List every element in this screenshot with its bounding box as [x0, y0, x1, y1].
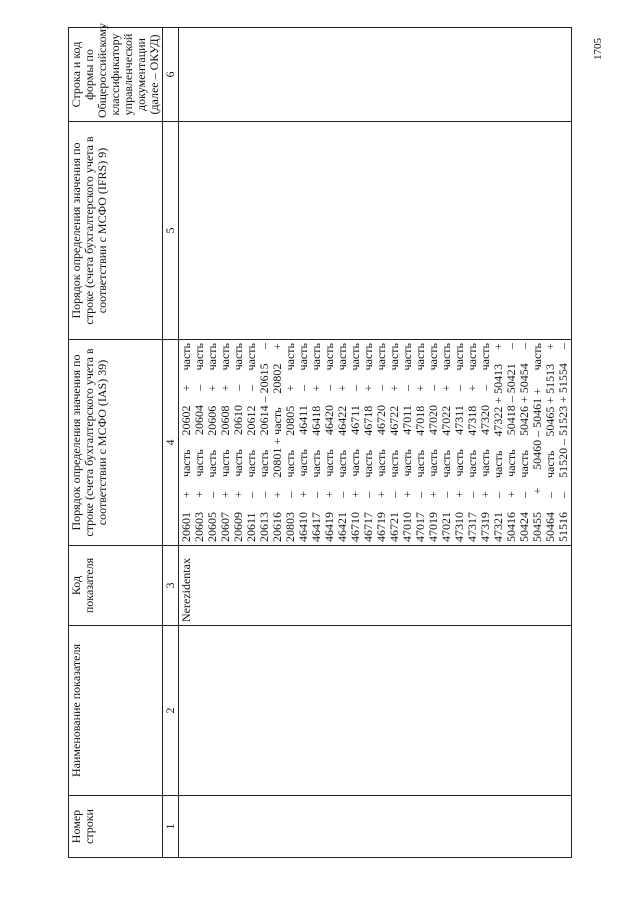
formula-token: –	[517, 343, 531, 349]
formula-token: часть	[465, 343, 479, 371]
formula-token: часть	[205, 343, 219, 371]
formula-token: +	[179, 491, 193, 498]
formula-token: 20611	[244, 512, 258, 542]
okud-cell	[179, 28, 572, 122]
formula-token: +	[296, 490, 310, 498]
formula-token: +	[270, 343, 284, 350]
formula-token: часть	[543, 450, 557, 478]
formula-token: часть	[296, 449, 310, 477]
formula-token: часть	[361, 450, 375, 478]
column-number: 2	[163, 626, 179, 796]
formula-token: +	[413, 384, 427, 392]
formula-token: 47311	[452, 405, 466, 435]
formula-token: 20612	[244, 405, 258, 436]
formula-token: часть	[218, 449, 232, 477]
formula-token: часть	[192, 449, 206, 477]
header-line-number: Номер строки	[69, 796, 163, 858]
header-ifrs9-method: Порядок определения значения по строке (счета бухгалтерского учета в соответствии с МСФО (IFRS) 9)	[69, 122, 163, 340]
formula-token: часть	[387, 343, 401, 371]
formula-token: часть	[322, 449, 336, 477]
formula-token: +	[543, 343, 557, 350]
formula-token: часть	[517, 450, 531, 478]
formula-token: часть	[413, 450, 427, 478]
header-okud: Строка и код формы по Общероссийскому классификатору управленческой документации (далее – ОКУД)	[69, 28, 163, 122]
formula-token: 50424	[517, 512, 531, 542]
formula-token: 46721	[387, 512, 401, 542]
formula-token: часть	[192, 343, 206, 371]
formula-token: +	[426, 490, 440, 498]
formula-token: 46422	[335, 405, 349, 436]
formula-token: часть	[309, 343, 323, 371]
formula-token: 46720	[374, 404, 388, 435]
formula-token: часть	[478, 449, 492, 477]
column-number: 4	[163, 340, 179, 546]
formula-token: –	[257, 491, 271, 498]
formula-token: 47010	[400, 512, 414, 542]
formula-token: +	[218, 491, 232, 498]
formula-token: 47022	[439, 405, 453, 436]
formula-token: часть	[374, 343, 388, 371]
formula-token: +	[348, 490, 362, 498]
formula-token: 46421	[335, 512, 349, 542]
column-number-row	[163, 28, 179, 858]
formula-token: –	[244, 384, 258, 391]
formula-token: часть	[400, 449, 414, 477]
formula-line	[557, 343, 570, 542]
formula-token: часть	[205, 450, 219, 478]
formula-token: 47318	[465, 405, 479, 436]
formula-token: –	[387, 491, 401, 498]
formula-token: +	[491, 343, 505, 350]
formula-token: 46718	[361, 405, 375, 436]
formula-token: часть	[491, 450, 505, 478]
formula-token: часть	[244, 450, 258, 478]
formula-token: часть	[478, 343, 492, 371]
formula-token: –	[348, 384, 362, 391]
formula-token: +	[361, 384, 375, 392]
formula-token: –	[192, 384, 206, 391]
header-indicator-name: Наименование показателя	[69, 626, 163, 796]
formula-token: –	[439, 491, 453, 498]
column-number: 1	[163, 796, 179, 858]
formula-token: +	[478, 490, 492, 498]
formula-token: 47020	[426, 404, 440, 435]
formula-token: 50418 – 50421	[504, 363, 518, 436]
formula-token: часть	[413, 343, 427, 371]
formula-token: 20603	[192, 512, 206, 542]
formula-token: 46710	[348, 512, 362, 542]
formula-token: +	[504, 491, 518, 498]
formula-token: 47321	[491, 512, 505, 542]
formula-token: часть	[400, 343, 414, 371]
formula-token: 46410	[296, 512, 310, 542]
formula-token: 47320	[478, 404, 492, 435]
column-number: 3	[163, 546, 179, 626]
formula-token: –	[504, 343, 518, 349]
formula-token: часть	[348, 449, 362, 477]
formula-token: 47319	[478, 512, 492, 542]
formula-token: –	[309, 491, 323, 498]
formula-token: +	[192, 490, 206, 498]
formula-token: 47322 + 50413	[491, 363, 505, 437]
formula-token: 20802	[270, 363, 284, 394]
formula-token: 46419	[322, 512, 336, 542]
formula-token: 20803	[283, 512, 297, 542]
line-number-cell	[179, 796, 572, 858]
formula-token: 20605	[205, 512, 219, 542]
formula-token: –	[413, 491, 427, 498]
formula-token: часть	[179, 449, 193, 477]
formula-token: 46420	[322, 404, 336, 435]
formula-token: часть	[387, 450, 401, 478]
formula-token: –	[478, 384, 492, 391]
formula-token: 47017	[413, 512, 427, 542]
formula-token: 20616	[270, 512, 284, 542]
formula-token: часть	[465, 450, 479, 478]
formula-token: +	[374, 490, 388, 498]
formula-token: 46418	[309, 405, 323, 436]
formula-token: часть	[283, 450, 297, 478]
formula-token: +	[309, 384, 323, 392]
formula-token: –	[543, 492, 557, 498]
formula-token: –	[400, 384, 414, 391]
formula-token: часть	[504, 449, 518, 477]
indicator-name-cell	[179, 626, 572, 796]
formula-token: часть	[452, 449, 466, 477]
formula-token: –	[322, 384, 336, 391]
formula-token: –	[244, 491, 258, 498]
formula-token: –	[374, 384, 388, 391]
formula-token: часть	[322, 343, 336, 371]
formula-token: часть	[426, 449, 440, 477]
table-row	[179, 28, 572, 858]
formula-token: часть	[439, 343, 453, 371]
indicator-code-cell: Nerezidentax	[179, 546, 572, 626]
formula-token: 50416	[504, 512, 518, 542]
formula-token: часть	[361, 343, 375, 371]
formula-token: часть	[179, 343, 193, 371]
formula-token: 20610	[231, 404, 245, 435]
formula-token: 20801 + часть	[270, 407, 284, 478]
formula-token: 20601	[179, 512, 193, 542]
page-number: 1705	[592, 38, 604, 60]
formula-token: –	[465, 491, 479, 498]
formula-token: 51516	[556, 512, 570, 542]
formula-token: +	[179, 384, 193, 392]
formula-token: 51520 – 51523 + 51554	[556, 363, 570, 478]
formula-token: часть	[335, 450, 349, 478]
formula-token: 47310	[452, 512, 466, 542]
formula-token: 20607	[218, 512, 232, 542]
formula-token: 46711	[348, 405, 362, 435]
indicator-table	[68, 22, 572, 858]
formula-token: +	[387, 384, 401, 392]
formula-token: 20608	[218, 405, 232, 436]
formula-token: 20614 – 20615	[257, 363, 271, 436]
formula-token: часть	[257, 449, 271, 478]
formula-token: 20606	[205, 405, 219, 436]
formula-token: 47019	[426, 512, 440, 542]
formula-token: часть	[231, 449, 245, 477]
formula-token: +	[400, 490, 414, 498]
formula-token: часть	[296, 343, 310, 371]
formula-token: 47317	[465, 512, 479, 542]
formula-token: часть	[348, 343, 362, 371]
formula-token: –	[452, 384, 466, 391]
formula-token: 50464	[543, 512, 557, 542]
formula-token: +	[218, 384, 232, 392]
formula-token: часть	[374, 449, 388, 477]
formula-token: –	[517, 491, 531, 498]
rotated-page	[28, 22, 580, 878]
formula-token: 46717	[361, 512, 375, 542]
formula-token: –	[361, 491, 375, 498]
formula-token: 47021	[439, 512, 453, 542]
formula-token: часть	[218, 343, 232, 371]
formula-token: 47011	[400, 405, 414, 435]
formula-token: часть	[426, 343, 440, 371]
column-number: 6	[163, 28, 179, 122]
formula-token: –	[231, 384, 245, 391]
formula-token: 50455	[530, 512, 544, 542]
formula-token: +	[335, 384, 349, 392]
header-row	[69, 28, 163, 858]
formula-token: –	[205, 491, 219, 498]
formula-token: –	[296, 384, 310, 391]
formula-token: +	[283, 384, 297, 392]
formula-token: +	[205, 384, 219, 392]
header-ias39-method: Порядок определения значения по строке (счета бухгалтерского учета в соответствии с МСФО (IAS) 39)	[69, 340, 163, 546]
formula-token: 46417	[309, 512, 323, 542]
formula-token: 50426 + 50454	[517, 363, 531, 436]
formula-token: 46719	[374, 512, 388, 542]
formula-token: –	[491, 492, 505, 498]
formula-token: 50460 – 50461 +	[530, 388, 544, 470]
formula-token: +	[530, 487, 544, 495]
header-indicator-code: Код показателя	[69, 546, 163, 626]
formula-token: часть	[244, 343, 258, 371]
formula-token: 50465 + 51513	[543, 363, 557, 437]
formula-token: –	[556, 343, 570, 350]
formula-token: 20602	[179, 405, 193, 436]
formula-token: часть	[309, 450, 323, 478]
formula-token: +	[452, 490, 466, 498]
formula-token: 47018	[413, 405, 427, 436]
formula-token: часть	[439, 450, 453, 478]
formula-token: часть	[231, 343, 245, 371]
formula-token: 20609	[231, 512, 245, 542]
formula-token: –	[426, 384, 440, 391]
formula-token: +	[465, 384, 479, 392]
formula-token: +	[231, 490, 245, 498]
formula-token: 20613	[257, 512, 271, 542]
formula-token: 46722	[387, 405, 401, 436]
formula-token: часть	[530, 343, 544, 371]
formula-token: +	[270, 491, 284, 499]
formula-token: 46411	[296, 405, 310, 435]
formula-token: –	[257, 343, 271, 350]
formula-token: +	[439, 384, 453, 392]
formula-token: –	[335, 491, 349, 498]
formula-token: часть	[283, 343, 297, 371]
formula-token: 20604	[192, 404, 206, 435]
formula-token: часть	[335, 343, 349, 371]
ias39-formula-cell	[179, 340, 572, 546]
formula-token: 20805	[283, 405, 297, 436]
ifrs9-formula-cell	[179, 122, 572, 340]
formula-token: –	[556, 491, 570, 498]
formula-token: часть	[452, 343, 466, 371]
column-number: 5	[163, 122, 179, 340]
formula-token: –	[283, 491, 297, 498]
formula-token: +	[322, 490, 336, 498]
